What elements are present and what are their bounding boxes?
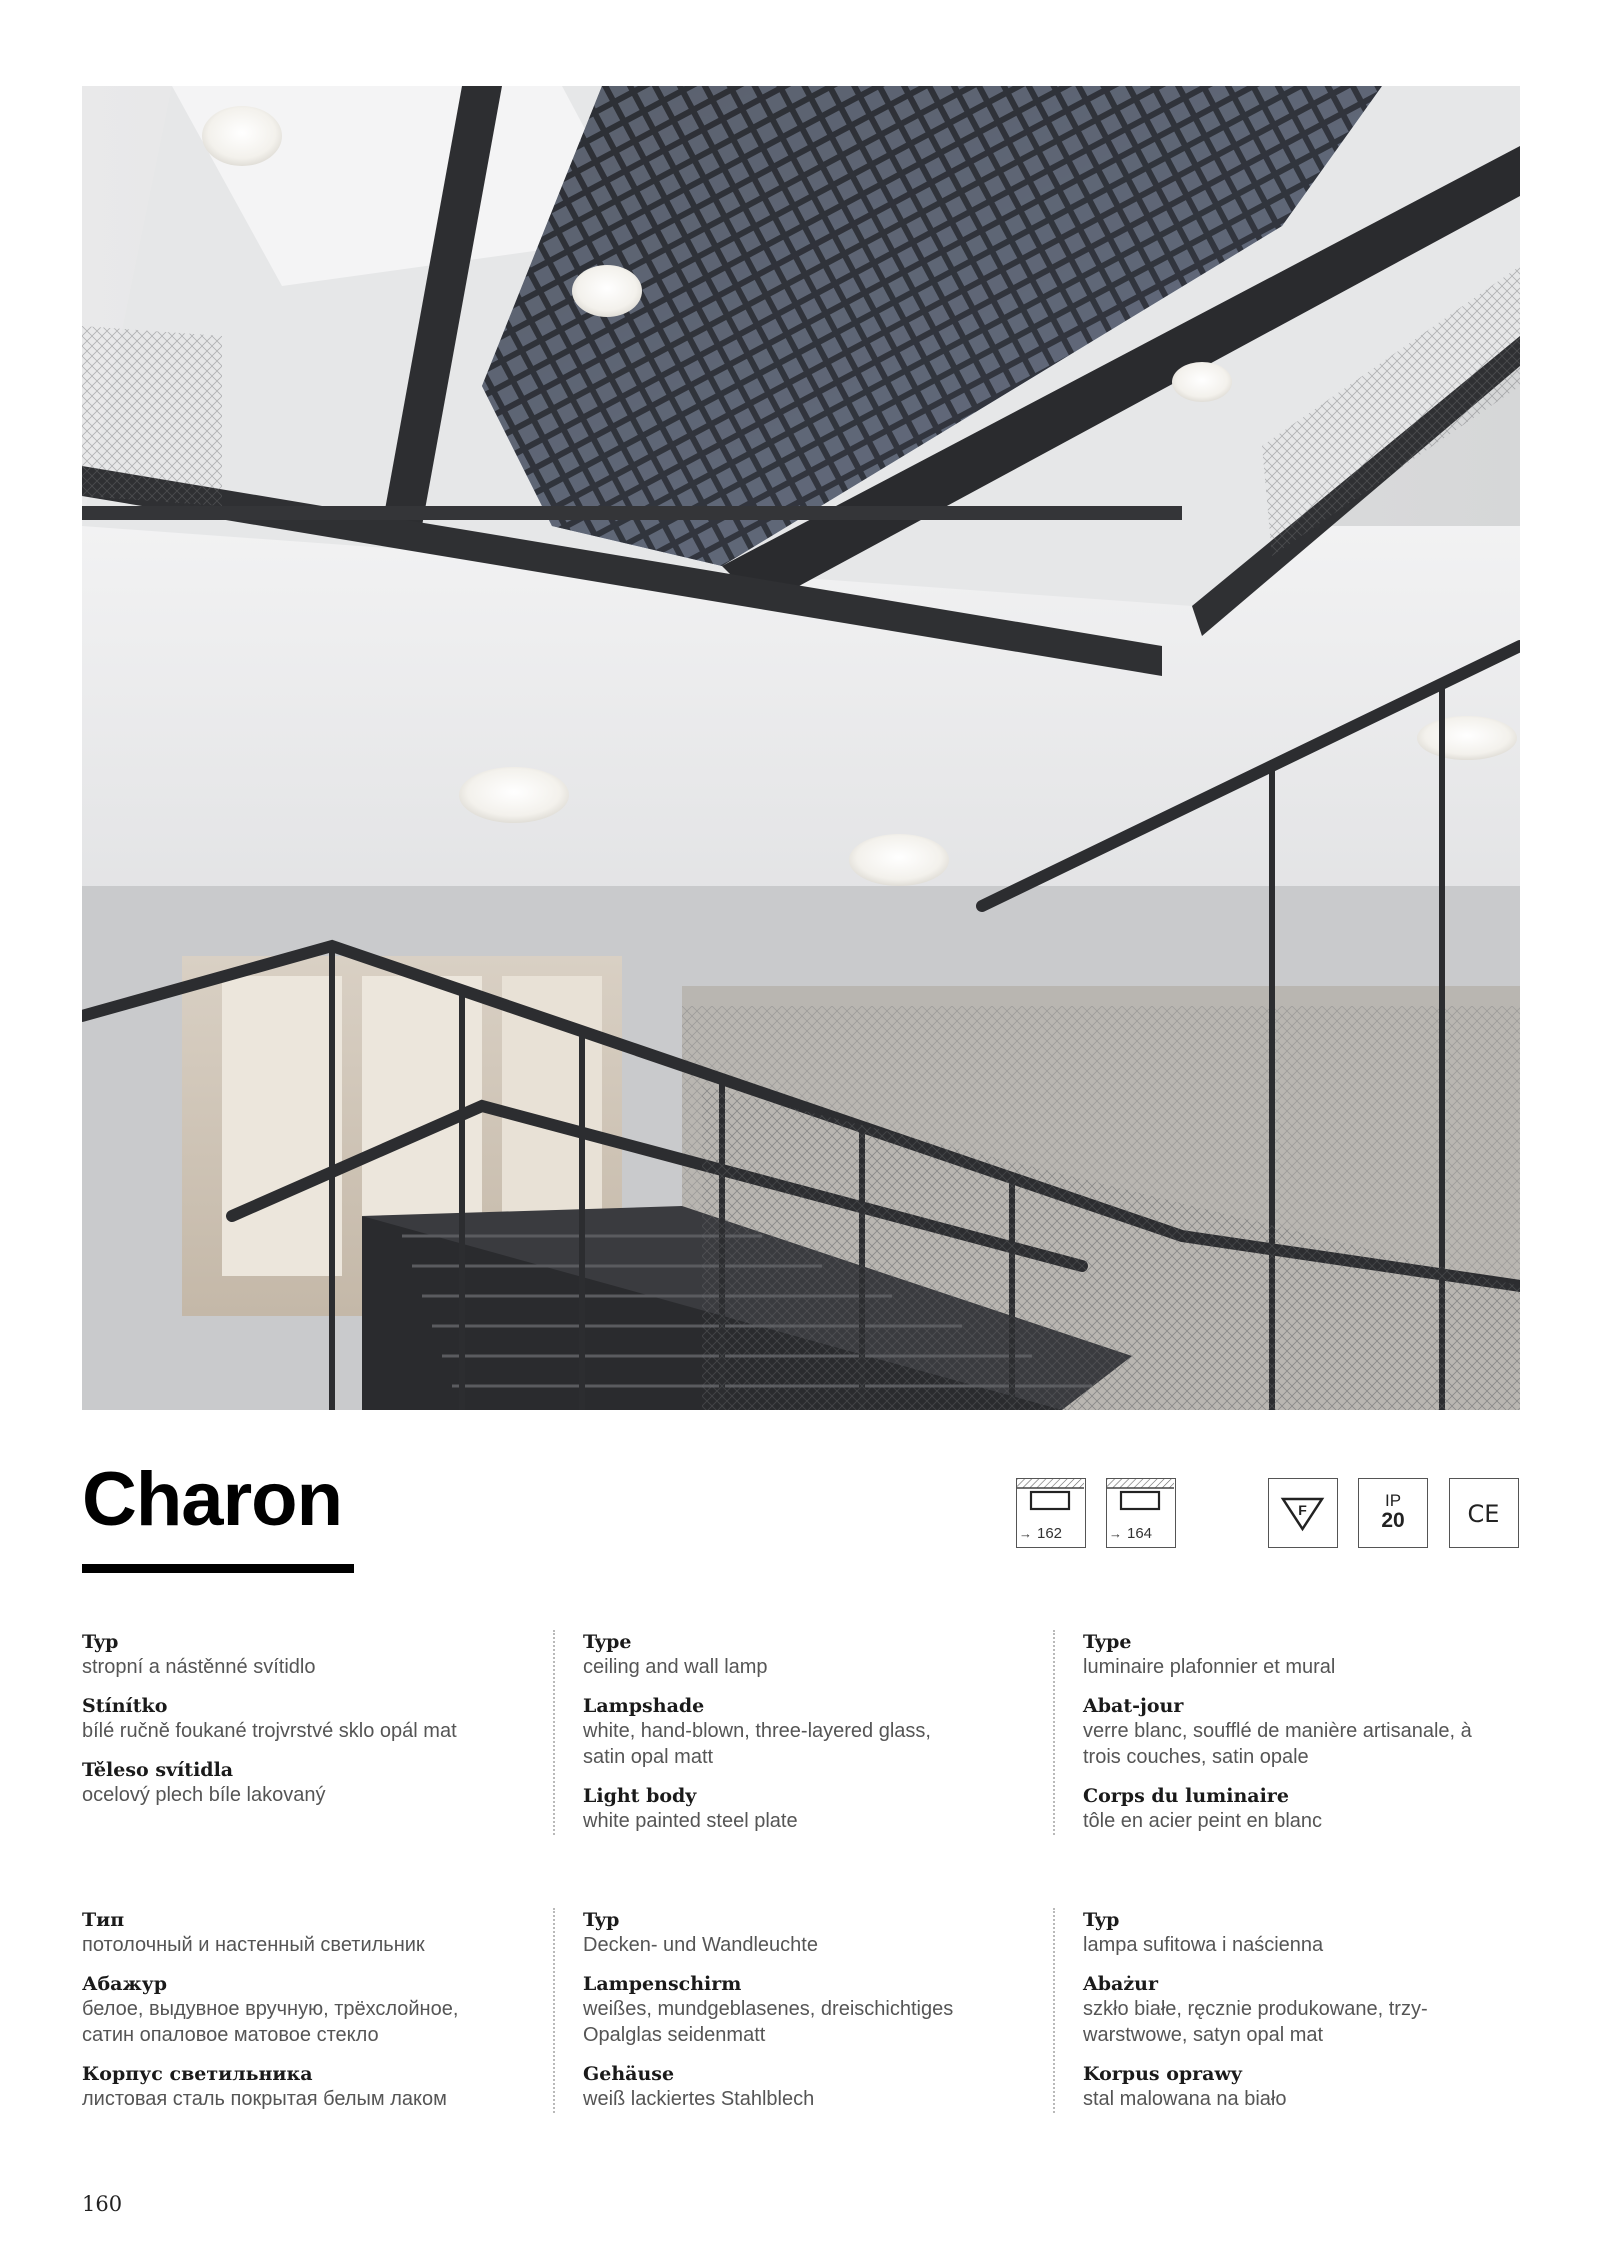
spec-value: verre blanc, soufflé de manière artisanale, à trois couches, satin opale [1083,1720,1472,1768]
spec-heading: Těleso svítidla [82,1759,234,1781]
spec-heading: Light body [583,1785,697,1807]
spec-column-ru [82,1908,502,2112]
ip-label: IP [1384,1491,1402,1510]
spec-value: weißes, mundgeblasenes, dreischichtiges Opalglas seidenmatt [583,1998,954,2046]
spec-heading: Abat-jour [1083,1695,1184,1717]
spec-value: weiß lackiertes Stahlblech [583,2088,815,2110]
arrow-right-icon: → [1019,1526,1032,1541]
spec-value: ceiling and wall lamp [583,1656,768,1678]
spec-heading: Typ [1083,1909,1120,1931]
page-number: 160 [82,2192,123,2216]
arrow-right-icon: → [1109,1526,1122,1541]
spec-heading: Корпус светильника [82,2063,313,2085]
spec-heading: Type [583,1631,632,1653]
spec-heading: Korpus oprawy [1083,2063,1242,2085]
wall-mount-icon [1106,1478,1176,1548]
spec-value: tôle en acier peint en blanc [1083,1810,1323,1832]
spec-value: stal malowana na biało [1083,2088,1287,2110]
spec-value: ocelový plech bíle lakovaný [82,1784,326,1806]
spec-heading: Typ [583,1909,620,1931]
ceiling-mount-ref: 162 [1037,1525,1063,1542]
hero-photo [82,86,1520,1410]
ce-mark-label: CE [1467,1500,1500,1528]
ceiling-mount-icon [1016,1478,1086,1548]
spec-heading: Тип [82,1909,125,1931]
spec-heading: Lampenschirm [583,1973,742,1995]
spec-value: white painted steel plate [583,1810,798,1832]
spec-heading: Lampshade [583,1695,705,1717]
spec-value: потолочный и настенный светильник [82,1934,425,1956]
spec-value: bílé ručně foukané trojvrstvé sklo opál mat [82,1720,457,1742]
spec-heading: Gehäuse [583,2063,675,2085]
spec-heading: Type [1083,1631,1132,1653]
spec-heading: Corps du luminaire [1083,1785,1289,1807]
spec-value: white, hand-blown, three-layered glass, satin opal matt [583,1720,931,1768]
spec-column-en [553,1630,963,1835]
spec-value: lampa sufitowa i naścienna [1083,1934,1324,1956]
spec-column-fr [1053,1630,1503,1835]
title-underline [82,1564,354,1573]
product-title: Charon [82,1457,342,1542]
spec-heading: Abażur [1083,1973,1158,1995]
spec-value: листовая сталь покрытая белым лаком [82,2088,447,2110]
spec-column-de [553,1908,983,2113]
staircase-photo [82,86,1520,1410]
spec-heading: Абажур [82,1973,168,1995]
spec-value: stropní a nástěnné svítidlo [82,1656,316,1678]
ce-mark-icon [1449,1478,1519,1548]
spec-value: luminaire plafonnier et mural [1083,1656,1336,1678]
spec-value: szkło białe, ręcznie produkowane, trzy-warstwowe, satyn opal mat [1083,1998,1428,2046]
spec-heading: Typ [82,1631,119,1653]
spec-value: белое, выдувное вручную, трёхслойное, сатин опаловое матовое стекло [82,1998,459,2046]
spec-column-cz [82,1630,512,1808]
spec-column-pl [1053,1908,1483,2113]
ip-value: 20 [1381,1509,1405,1532]
wall-mount-ref: 164 [1127,1525,1153,1542]
spec-heading: Stínítko [82,1695,168,1717]
spec-value: Decken- und Wandleuchte [583,1934,818,1956]
ip-rating-icon [1358,1478,1428,1548]
f-mark-label: F [1298,1502,1307,1518]
f-mark-icon [1268,1478,1338,1548]
